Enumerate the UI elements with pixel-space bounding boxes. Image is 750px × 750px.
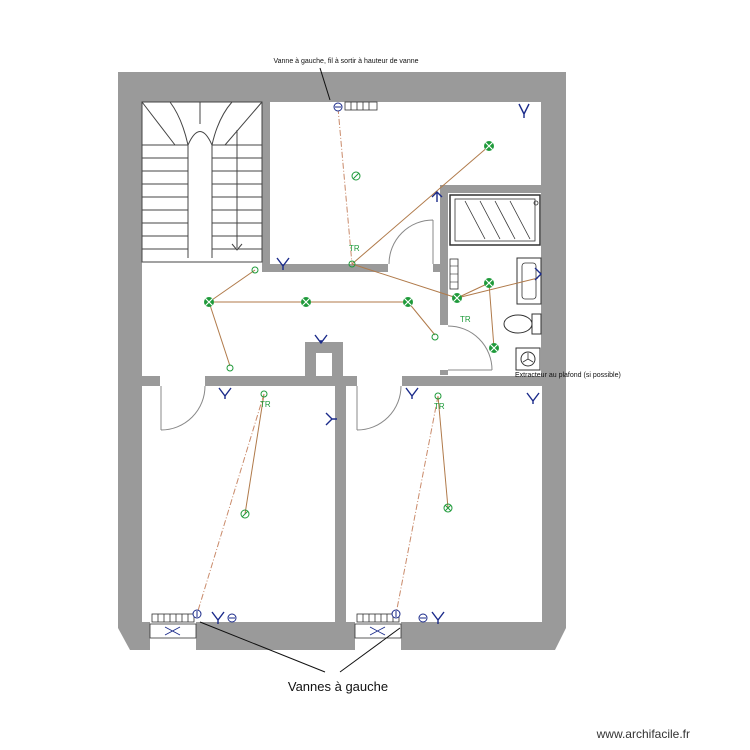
ceiling-light-icon	[484, 141, 494, 151]
watermark: www.archifacile.fr	[596, 727, 690, 741]
tr-label-bath: TR	[460, 315, 471, 324]
tr-label-left-bedroom: TR	[260, 400, 271, 409]
valve-icon	[419, 614, 427, 622]
valve-icon	[334, 103, 342, 111]
tr-label-right-bedroom: TR	[434, 402, 445, 411]
bottom-note: Vannes à gauche	[287, 679, 389, 694]
tr-label-top: TR	[349, 244, 360, 253]
ceiling-light-icon	[489, 343, 499, 353]
extractor-note: Extracteur au plafond (si possible)	[515, 372, 621, 379]
valve-icon	[392, 610, 400, 618]
ceiling-light-icon	[204, 297, 214, 307]
ceiling-light-icon	[403, 297, 413, 307]
ceiling-light-icon	[301, 297, 311, 307]
ceiling-light-icon	[452, 293, 462, 303]
walls	[118, 72, 566, 650]
top-note: Vanne à gauche, fil à sortir à hauteur de vanne	[273, 58, 419, 65]
ceiling-light-icon	[484, 278, 494, 288]
valve-icon	[228, 614, 236, 622]
valve-icon	[193, 610, 201, 618]
